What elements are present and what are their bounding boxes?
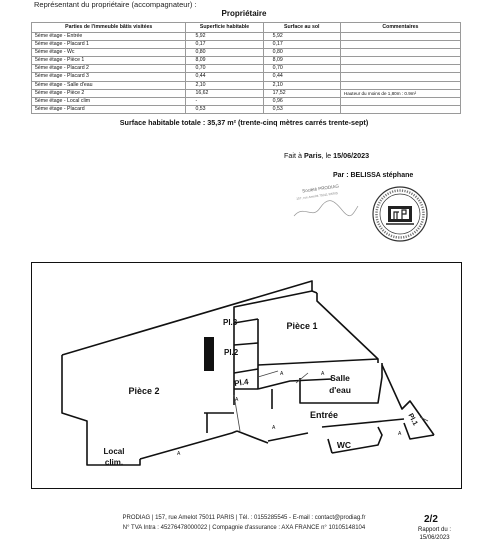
row-habitable: 16,62: [186, 89, 263, 97]
row-comment: [340, 41, 460, 49]
page-footer: [0, 513, 488, 533]
door-mark: A: [280, 371, 284, 377]
row-floor: 17,52: [263, 89, 340, 97]
owner-representative-label: Représentant du propriétaire (accompagnateur) :: [34, 0, 197, 9]
report-date-value: 15/06/2023: [419, 535, 450, 541]
column-header-parts: Parties de l'immeuble bâtis visitées: [32, 23, 186, 33]
row-comment: [340, 105, 460, 113]
room-label-wc: WC: [336, 440, 352, 450]
row-habitable: 0,80: [186, 49, 263, 57]
footer-company-line: PRODIAG | 157, rue Amelot 75011 PARIS | Tél. : 0155285545 - E-mail : contact@prodiag.fr: [122, 515, 366, 521]
room-label-deau: d'eau: [329, 385, 351, 395]
column-header-habitable: Superficie habitable: [186, 23, 263, 33]
page-number: 2/2: [424, 514, 438, 525]
signature-date: 15/06/2023: [333, 151, 370, 160]
table-row: [32, 49, 461, 57]
row-comment: [340, 33, 460, 41]
row-room: 5ème étage - Local clim: [32, 97, 186, 105]
row-floor: 0,53: [263, 105, 340, 113]
row-floor: 0,70: [263, 65, 340, 73]
row-floor: 5,92: [263, 33, 340, 41]
row-room: 5ème étage - Placard 1: [32, 41, 186, 49]
stamp-address: 157, rue Amelot 75011 PARIS: [295, 191, 339, 201]
owner-role-heading: Propriétaire: [221, 9, 267, 18]
row-room: 5ème étage - Placard 3: [32, 73, 186, 81]
row-room: 5ème étage - Pièce 2: [32, 89, 186, 97]
row-floor: 0,44: [263, 73, 340, 81]
row-habitable: 0,53: [186, 105, 263, 113]
room-label-local: Local: [103, 447, 125, 456]
row-habitable: 5,92: [186, 33, 263, 41]
table-row: [32, 57, 461, 65]
door-mark: A: [321, 371, 325, 377]
row-habitable: 2,10: [186, 81, 263, 89]
row-floor: 0,17: [263, 41, 340, 49]
room-label-pl1: Pl.1: [406, 412, 419, 427]
row-room: 5ème étage - Pièce 1: [32, 57, 186, 65]
floor-plan-drawing: [32, 263, 463, 490]
door-mark: A: [398, 431, 402, 437]
table-row: [32, 33, 461, 41]
door-mark: A: [272, 425, 276, 431]
table-row: [32, 89, 461, 97]
room-label-clim: clim.: [104, 458, 124, 467]
floor-plan: [31, 262, 462, 489]
row-habitable: 8,09: [186, 57, 263, 65]
table-row: [32, 41, 461, 49]
room-label-pl4: Pl.4: [233, 377, 250, 389]
report-date-block: [418, 526, 451, 542]
row-floor: 8,09: [263, 57, 340, 65]
row-comment: Hauteur du moins de 1,80m : 0.9m²: [340, 89, 460, 97]
table-row: [32, 73, 461, 81]
signature-place-date: [284, 151, 369, 160]
row-floor: 0,96: [263, 97, 340, 105]
report-date-label: Rapport du :: [418, 527, 452, 533]
wall-column: [204, 337, 214, 371]
table-row: [32, 81, 461, 89]
row-room: 5ème étage - Placard 2: [32, 65, 186, 73]
total-habitable-surface: Surface habitable totale : 35,37 m² (trente-cinq mètres carrés trente-sept): [119, 118, 369, 127]
column-header-comments: Commentaires: [340, 23, 460, 33]
row-comment: [340, 57, 460, 65]
row-comment: [340, 65, 460, 73]
column-header-floor: Surface au sol: [263, 23, 340, 33]
fait-prefix: Fait à: [284, 151, 304, 160]
row-habitable: 0,44: [186, 73, 263, 81]
row-comment: [340, 81, 460, 89]
surface-table: [31, 22, 461, 114]
table-row: [32, 105, 461, 113]
row-habitable: -: [186, 97, 263, 105]
row-habitable: 0,17: [186, 41, 263, 49]
signature-city: Paris: [303, 151, 322, 160]
room-label-piece-2: Pièce 2: [128, 386, 160, 396]
row-floor: 0,80: [263, 49, 340, 57]
row-floor: 2,10: [263, 81, 340, 89]
table-row: [32, 65, 461, 73]
signatory: Par : BELISSA stéphane: [333, 172, 414, 179]
table-header-row: [32, 23, 461, 33]
row-comment: [340, 97, 460, 105]
signature-scribble: [290, 186, 362, 226]
room-label-entree: Entrée: [309, 410, 339, 420]
room-label-piece-1: Pièce 1: [286, 321, 318, 331]
room-label-pl3: Pl.3: [223, 318, 238, 327]
room-label-salle: Salle: [330, 373, 350, 383]
row-comment: [340, 49, 460, 57]
row-room: 5ème étage - Placard: [32, 105, 186, 113]
certification-seal: [372, 186, 428, 242]
row-comment: [340, 73, 460, 81]
room-label-pl2: Pl.2: [224, 348, 239, 357]
fait-le: , le: [321, 151, 334, 160]
row-room: 5ème étage - Entrée: [32, 33, 186, 41]
door-mark: A: [177, 451, 181, 457]
stamp-company-name: Société PRODIAG: [301, 183, 340, 194]
table-row: [32, 97, 461, 105]
row-habitable: 0,70: [186, 65, 263, 73]
door-mark: A: [235, 397, 239, 403]
row-room: 5ème étage - Salle d'eau: [32, 81, 186, 89]
footer-legal-line: N° TVA Intra : 45276478000022 | Compagnie d'assurance : AXA FRANCE n° 10105148104: [122, 525, 366, 531]
row-room: 5ème étage - Wc: [32, 49, 186, 57]
company-stamp: [290, 183, 362, 226]
